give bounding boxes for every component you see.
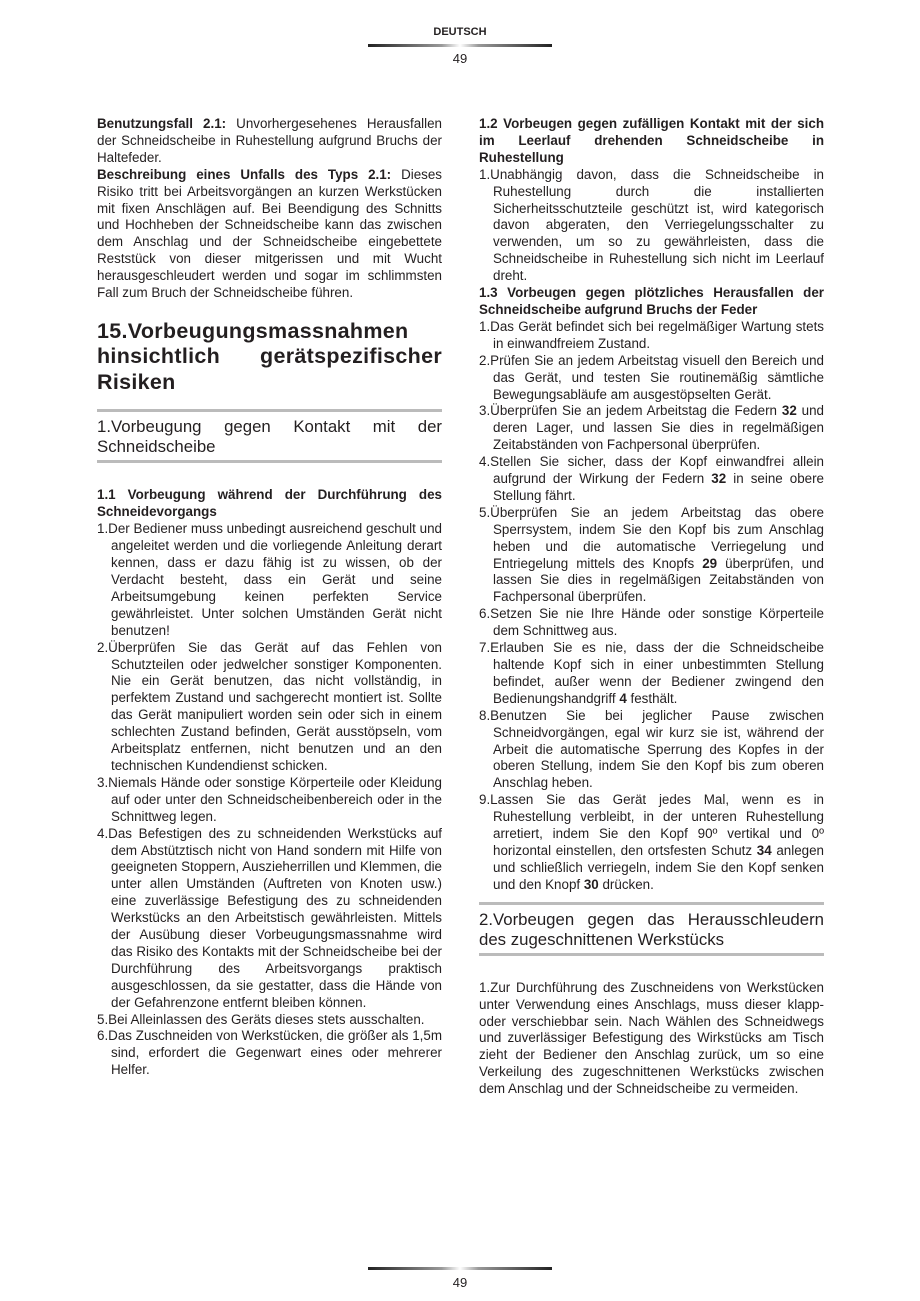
numbered-list [479,319,824,894]
bold-text: 32 [781,403,797,419]
bold-text: 4 [619,690,627,706]
text-run: 1.3 Vorbeugen gegen plötzliches Herausfallen der Schneidscheibe aufgrund Bruchs der Feder [479,285,824,317]
list-item [479,505,824,606]
left-column [97,116,442,1079]
language-label: DEUTSCH [433,26,487,38]
text-run: 2.Überprüfen Sie das Gerät auf das Fehlen von Schutzteilen oder jedwelcher sonstiger Komponenten. Nie ein Gerät benutzen, das nicht vollständig, in perfektem Zustand und sachgerecht montiert ist. Sollte das Gerät manipuliert worden sein oder sich in einem schlechten Zustand befinden, Gerät ausstöpseln, vom Arbeitsplatz entfernen, nicht benutzen und an den technischen Kundendienst schicken. [97,639,442,773]
numbered-list [479,167,824,285]
text-run: anlegen und schließlich verriegeln, indem Sie den Kopf senken und den Knopf [493,842,824,892]
subsubsection-heading [97,487,442,521]
subsubsection-heading [479,285,824,319]
text-run: 1.Zur Durchführung des Zuschneidens von Werkstücken unter Verwendung eines Anschlags, muss dieser klapp- oder verschiebbar sein. Nach Wählen des Schneidwegs und zuverlässiger Befestigung des Wirkstücks am Tisch zieht der Bediener den Anschlag zurück, um so eine Verkeilung des zugeschnittenen Werkstücks zwischen dem Anschlag und der Schneidscheibe zu vermeiden. [479,979,824,1097]
text-run: 6.Das Zuschneiden von Werkstücken, die größer als 1,5m sind, erfordert die Gegenwart eines oder mehrerer Helfer. [97,1028,442,1078]
list-item [479,353,824,404]
text-run: in seine obere Stellung fährt. [493,471,824,503]
list-item [479,640,824,708]
list-item [479,606,824,640]
text-run: Unvorhergesehenes Herausfallen der Schneidscheibe in Ruhestellung aufgrund Bruchs der Haltefeder. [97,116,442,165]
bold-text: Benutzungsfall 2.1: [97,116,227,131]
numbered-list [97,521,442,1079]
text-run: 1.1 Vorbeugung während der Durchführung des Schneidevorgangs [97,487,442,520]
list-item [97,640,442,775]
bold-text: Beschreibung eines Unfalls des Typs 2.1: [97,166,392,182]
subsubsection-heading [479,116,824,167]
text-run: 5.Bei Alleinlassen des Geräts dieses stets ausschalten. [97,1011,425,1027]
page-number-bottom: 49 [452,1275,468,1290]
text-run: 7.Erlauben Sie es nie, dass der die Schneidscheibe haltende Kopf sich in einer unbestimmten Stellung befindet, außer wenn der Bediener zwingend den Bedienungshandgriff [479,640,824,706]
list-item [97,521,442,639]
text-run: 1.Der Bediener muss unbedingt ausreichend geschult und angeleitet werden und die vorliegende Anleitung derart kennen, dass er dazu fähig ist zu wissen, ob der Verdacht besteht, dass ein Gerät und seine Arbeitsumgebung keinen perfekten Service gewährleistet. Unter solchen Umständen Gerät nicht benutzen! [97,521,442,638]
list-item [479,454,824,505]
bold-text: 34 [756,842,772,858]
list-item [97,1012,442,1029]
text-run: 4.Das Befestigen des zu schneidenden Werkstücks auf dem Abstütztisch nicht von Hand sondern mit Hilfe von geeigneten Stoppern, Auszieherrillen und Klemmen, die unter allen Umständen (Auftreten von Knoten usw.) eine zuverlässige Befestigung des zu schneidenden Werkstücks an den Arbeitstisch gewährleisten. Mittels der Ausübung dieser Vorbeugungsmassnahme wird das Risiko des Kontakts mit der Schneidscheibe bei der Durchführung des Arbeitsvorgangs praktisch ausgeschlossen, da sie gestatter, dass die Hände von der Gefahrenzone entfernt bleiben können. [97,825,442,1010]
list-item [97,775,442,826]
text-run: 1.Vorbeugung gegen Kontakt mit der Schneidscheibe [97,417,442,457]
text-run: 9.Lassen Sie das Gerät jedes Mal, wenn es in Ruhestellung verbleibt, in der unteren Ruhestellung arretiert, indem Sie den Kopf 90º vertikal und 0º horizontal einstellen, den ortsfesten Schutz [479,792,824,858]
text-run: 2.Vorbeugen gegen das Herausschleudern des zugeschnittenen Werkstücks [479,909,824,949]
text-run: Dieses Risiko tritt bei Arbeitsvorgängen an kurzen Werkstücken mit fixen Anschlägen auf. Bei Beendigung des Schnitts und Hochheben der Schneidscheibe kann das zwischen dem Anschlag und der Schneidscheibe eingebettete Reststück von dieser mitgerissen und mit Wucht herausgeschleudert werden und sogar im schlimmsten Fall zum Bruch der Schneidscheibe führen. [97,166,442,301]
bold-text: 30 [583,876,599,892]
list-item [479,792,824,893]
bold-text: 32 [711,471,727,487]
text-run: 1.Das Gerät befindet sich bei regelmäßiger Wartung stets in einwandfreiem Zustand. [479,318,824,351]
text-run: 2.Prüfen Sie an jedem Arbeitstag visuell den Bereich und das Gerät, und testen Sie routinemäßig sämtliche Bewegungsabläufe am ausgestöpselten Gerät. [479,352,824,402]
list-item [479,319,824,353]
text-run: drücken. [598,876,654,892]
paragraph [97,167,442,302]
list-item [479,403,824,454]
paragraph [479,980,824,1098]
text-run: 1.2 Vorbeugen gegen zufälligen Kontakt mit der sich im Leerlauf drehenden Schneidscheibe in Ruhestellung [479,116,824,165]
text-run: 5.Überprüfen Sie an jedem Arbeitstag das obere Sperrsystem, indem Sie den Kopf bis zum Anschlag heben und die automatische Verriegelung und Entriegelung mittels des Knopfs [479,504,824,571]
list-item [97,1028,442,1079]
footer-divider [368,1267,552,1270]
section-heading [97,319,442,396]
text-run: 3.Niemals Hände oder sonstige Körperteile oder Kleidung auf oder unter den Schneidscheibenbereich oder in the Schnittweg legen. [97,774,442,824]
page-number-top: 49 [452,51,468,66]
subsection-heading [97,409,442,463]
text-run: und deren Lager, und lassen Sie dies in regelmäßigen Zeitabständen von Fachpersonal überprüfen. [493,403,824,453]
subsection-heading [479,902,824,956]
text-run: 8.Benutzen Sie bei jeglicher Pause zwischen Schneidvorgängen, egal wir kurz sie ist, während der Arbeit die automatische Sperrung des Kopfes in der oberen Stellung, indem Sie den Kopf bis zum oberen Anschlag heben. [479,707,824,791]
list-item [479,708,824,793]
paragraph [97,116,442,167]
bold-text: 29 [702,555,718,571]
text-run: 3.Überprüfen Sie an jedem Arbeitstag die Federn [479,403,782,419]
text-run: 15.Vorbeugungsmassnahmen hinsichtlich gerätspezifischer Risiken [97,318,442,394]
text-run: 1.Unabhängig davon, dass die Schneidscheibe in Ruhestellung durch die installierten Sicherheitsschutzteile geschützt ist, wird kategorisch davon abgeraten, den Verriegelungsschalter zu verwenden, um so zu gewährleisten, dass die Schneidscheibe in Ruhestellung sich nicht im Leerlauf dreht. [479,166,824,284]
text-run: überprüfen, und lassen Sie dies in regelmäßigen Zeitabständen von Fachpersonal überprüfen. [493,555,824,605]
list-item [97,826,442,1012]
header-divider [368,44,552,47]
right-column [479,116,824,1098]
text-run: 6.Setzen Sie nie Ihre Hände oder sonstige Körperteile dem Schnittweg aus. [479,606,824,639]
list-item [479,167,824,285]
text-run: 4.Stellen Sie sicher, dass der Kopf einwandfrei allein aufgrund der Wirkung der Federn [479,454,824,487]
text-run: festhält. [626,690,678,706]
